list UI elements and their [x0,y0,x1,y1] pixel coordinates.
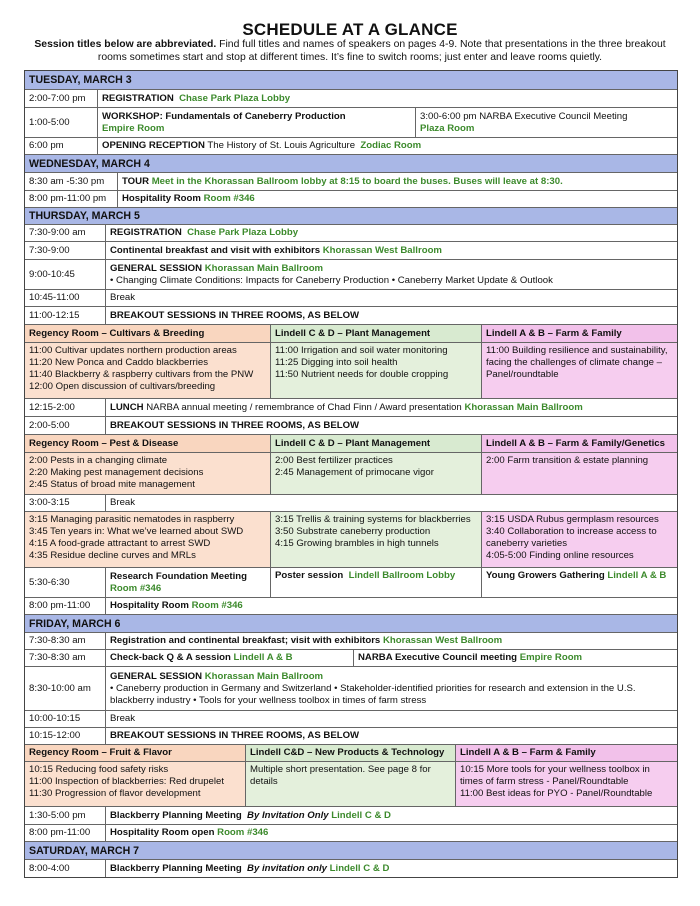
list-item: 2:00 Best fertilizer practices 2:45 Management of primocane vigor [270,453,481,494]
list-item: 11:00 Building resilience and sustainability, facing the challenges of climate change – Panel/roundtable [481,343,677,398]
schedule-table [24,70,678,878]
table-row: 10:15-12:00 BREAKOUT SESSIONS IN THREE ROOMS, AS BELOW [25,727,677,744]
list-item: 2:00 Pests in a changing climate 2:20 Making pest management decisions 2:45 Status of broad mite management [25,453,270,494]
table-row: 1:00-5:00 WORKSHOP: Fundamentals of Caneberry Production Empire Room 3:00-6:00 pm NARBA Executive Council Meeting Plaza Room [25,107,677,137]
list-item: Multiple short presentation. See page 8 for details [245,762,455,806]
table-row: 10:00-10:15 Break [25,710,677,727]
table-row: 3:00-3:15 Break [25,494,677,511]
list-item: 2:00 Farm transition & estate planning [481,453,677,494]
table-row: 8:00 pm-11:00 Hospitality Room Room #346 [25,597,677,614]
day-header-tuesday: TUESDAY, MARCH 3 [25,71,677,89]
day-header-saturday: SATURDAY, MARCH 7 [25,841,677,859]
table-row: 8:00 pm-11:00 pm Hospitality Room Room #346 [25,190,677,207]
table-row: 6:00 pm OPENING RECEPTION The History of St. Louis Agriculture Zodiac Room [25,137,677,154]
table-row: 9:00-10:45 GENERAL SESSION Khorassan Main Ballroom • Changing Climate Conditions: Impacts for Caneberry Production • Caneberry Market Update & Outlook [25,259,677,289]
table-row: 5:30-6:30 Research Foundation Meeting Room #346 Poster session Lindell Ballroom Lobby Young Growers Gathering Lindell A & B [25,567,677,597]
table-row: 8:00 pm-11:00 Hospitality Room open Room #346 [25,824,677,841]
breakout-sessions [25,452,677,494]
list-item: 3:15 USDA Rubus germplasm resources 3:40 Collaboration to increase access to caneberry varieties 4:05-5:00 Finding online resources [481,512,677,567]
table-row: 12:15-2:00 LUNCH NARBA annual meeting / remembrance of Chad Finn / Award presentation Khorassan Main Ballroom [25,398,677,416]
table-row: 7:30-8:30 am Registration and continental breakfast; visit with exhibitors Khorassan West Ballroom [25,632,677,649]
breakout-headers: Regency Room – Fruit & Flavor Lindell C&D – New Products & Technology Lindell A & B – Farm & Family [25,744,677,761]
list-item: 10:15 More tools for your wellness toolbox in times of farm stress - Panel/Roundtable 11:00 Best ideas for PYO - Panel/Roundtable [455,762,677,806]
breakout-sessions [25,342,677,398]
list-item: 3:15 Managing parasitic nematodes in raspberry 3:45 Ten years in: What we’ve learned about SWD 4:15 A food-grade attractant to arrest SWD 4:35 Residue decline curves and MRLs [25,512,270,567]
day-header-friday: FRIDAY, MARCH 6 [25,614,677,632]
list-item: 3:15 Trellis & training systems for blackberries 3:50 Substrate caneberry production 4:15 Growing brambles in high tunnels [270,512,481,567]
table-row: 7:30-8:30 am Check-back Q & A session Lindell A & B NARBA Executive Council meeting Empire Room [25,649,677,666]
table-row: 8:00-4:00 Blackberry Planning Meeting By invitation only Lindell C & D [25,859,677,877]
table-row: 7:30-9:00 Continental breakfast and visit with exhibitors Khorassan West Ballroom [25,241,677,259]
table-row: 11:00-12:15 BREAKOUT SESSIONS IN THREE ROOMS, AS BELOW [25,306,677,324]
page-title: SCHEDULE AT A GLANCE [242,20,458,39]
table-row: 2:00-7:00 pm REGISTRATION Chase Park Plaza Lobby [25,89,677,107]
breakout-headers: Regency Room – Pest & Disease Lindell C & D – Plant Management Lindell A & B – Farm & Family/Genetics [25,434,677,452]
intro-text [30,38,670,64]
breakout-sessions [25,511,677,567]
breakout-sessions [25,761,677,806]
list-item: 10:15 Reducing food safety risks 11:00 Inspection of blackberries: Red drupelet 11:30 Progression of flavor development [25,762,245,806]
breakout-headers: Regency Room – Cultivars & Breeding Lindell C & D – Plant Management Lindell A & B – Farm & Family [25,324,677,342]
table-row: 1:30-5:00 pm Blackberry Planning Meeting By Invitation Only Lindell C & D [25,806,677,824]
table-row: 10:45-11:00 Break [25,289,677,306]
list-item: 11:00 Cultivar updates northern production areas 11:20 New Ponca and Caddo blackberries 11:40 Blackberry & raspberry cultivars from the PNW 12:00 Open discussion of cultivars/breeding [25,343,270,398]
list-item: 11:00 Irrigation and soil water monitoring 11:25 Digging into soil health 11:50 Nutrient needs for double cropping [270,343,481,398]
intro-rest: Find full titles and names of speakers on pages 4-9. Note that presentations in the three breakout rooms sometimes start and stop at different times. It’s fine to switch rooms; just enter and leave rooms quietly. [97,39,666,63]
day-header-thursday: THURSDAY, MARCH 5 [25,207,677,224]
day-header-wednesday: WEDNESDAY, MARCH 4 [25,154,677,172]
table-row: 7:30-9:00 am REGISTRATION Chase Park Plaza Lobby [25,224,677,241]
intro-bold: Session titles below are abbreviated. [34,39,217,50]
table-row: 8:30-10:00 am GENERAL SESSION Khorassan Main Ballroom • Caneberry production in Germany and Switzerland • Stakeholder-identified priorities for research and extension in the U.S. blackberry industry • Tools for your wellness toolbox in times of farm stress [25,666,677,710]
table-row: 8:30 am -5:30 pm TOUR Meet in the Khorassan Ballroom lobby at 8:15 to board the buses. Buses will leave at 8:30. [25,172,677,190]
table-row: 2:00-5:00 BREAKOUT SESSIONS IN THREE ROOMS, AS BELOW [25,416,677,434]
